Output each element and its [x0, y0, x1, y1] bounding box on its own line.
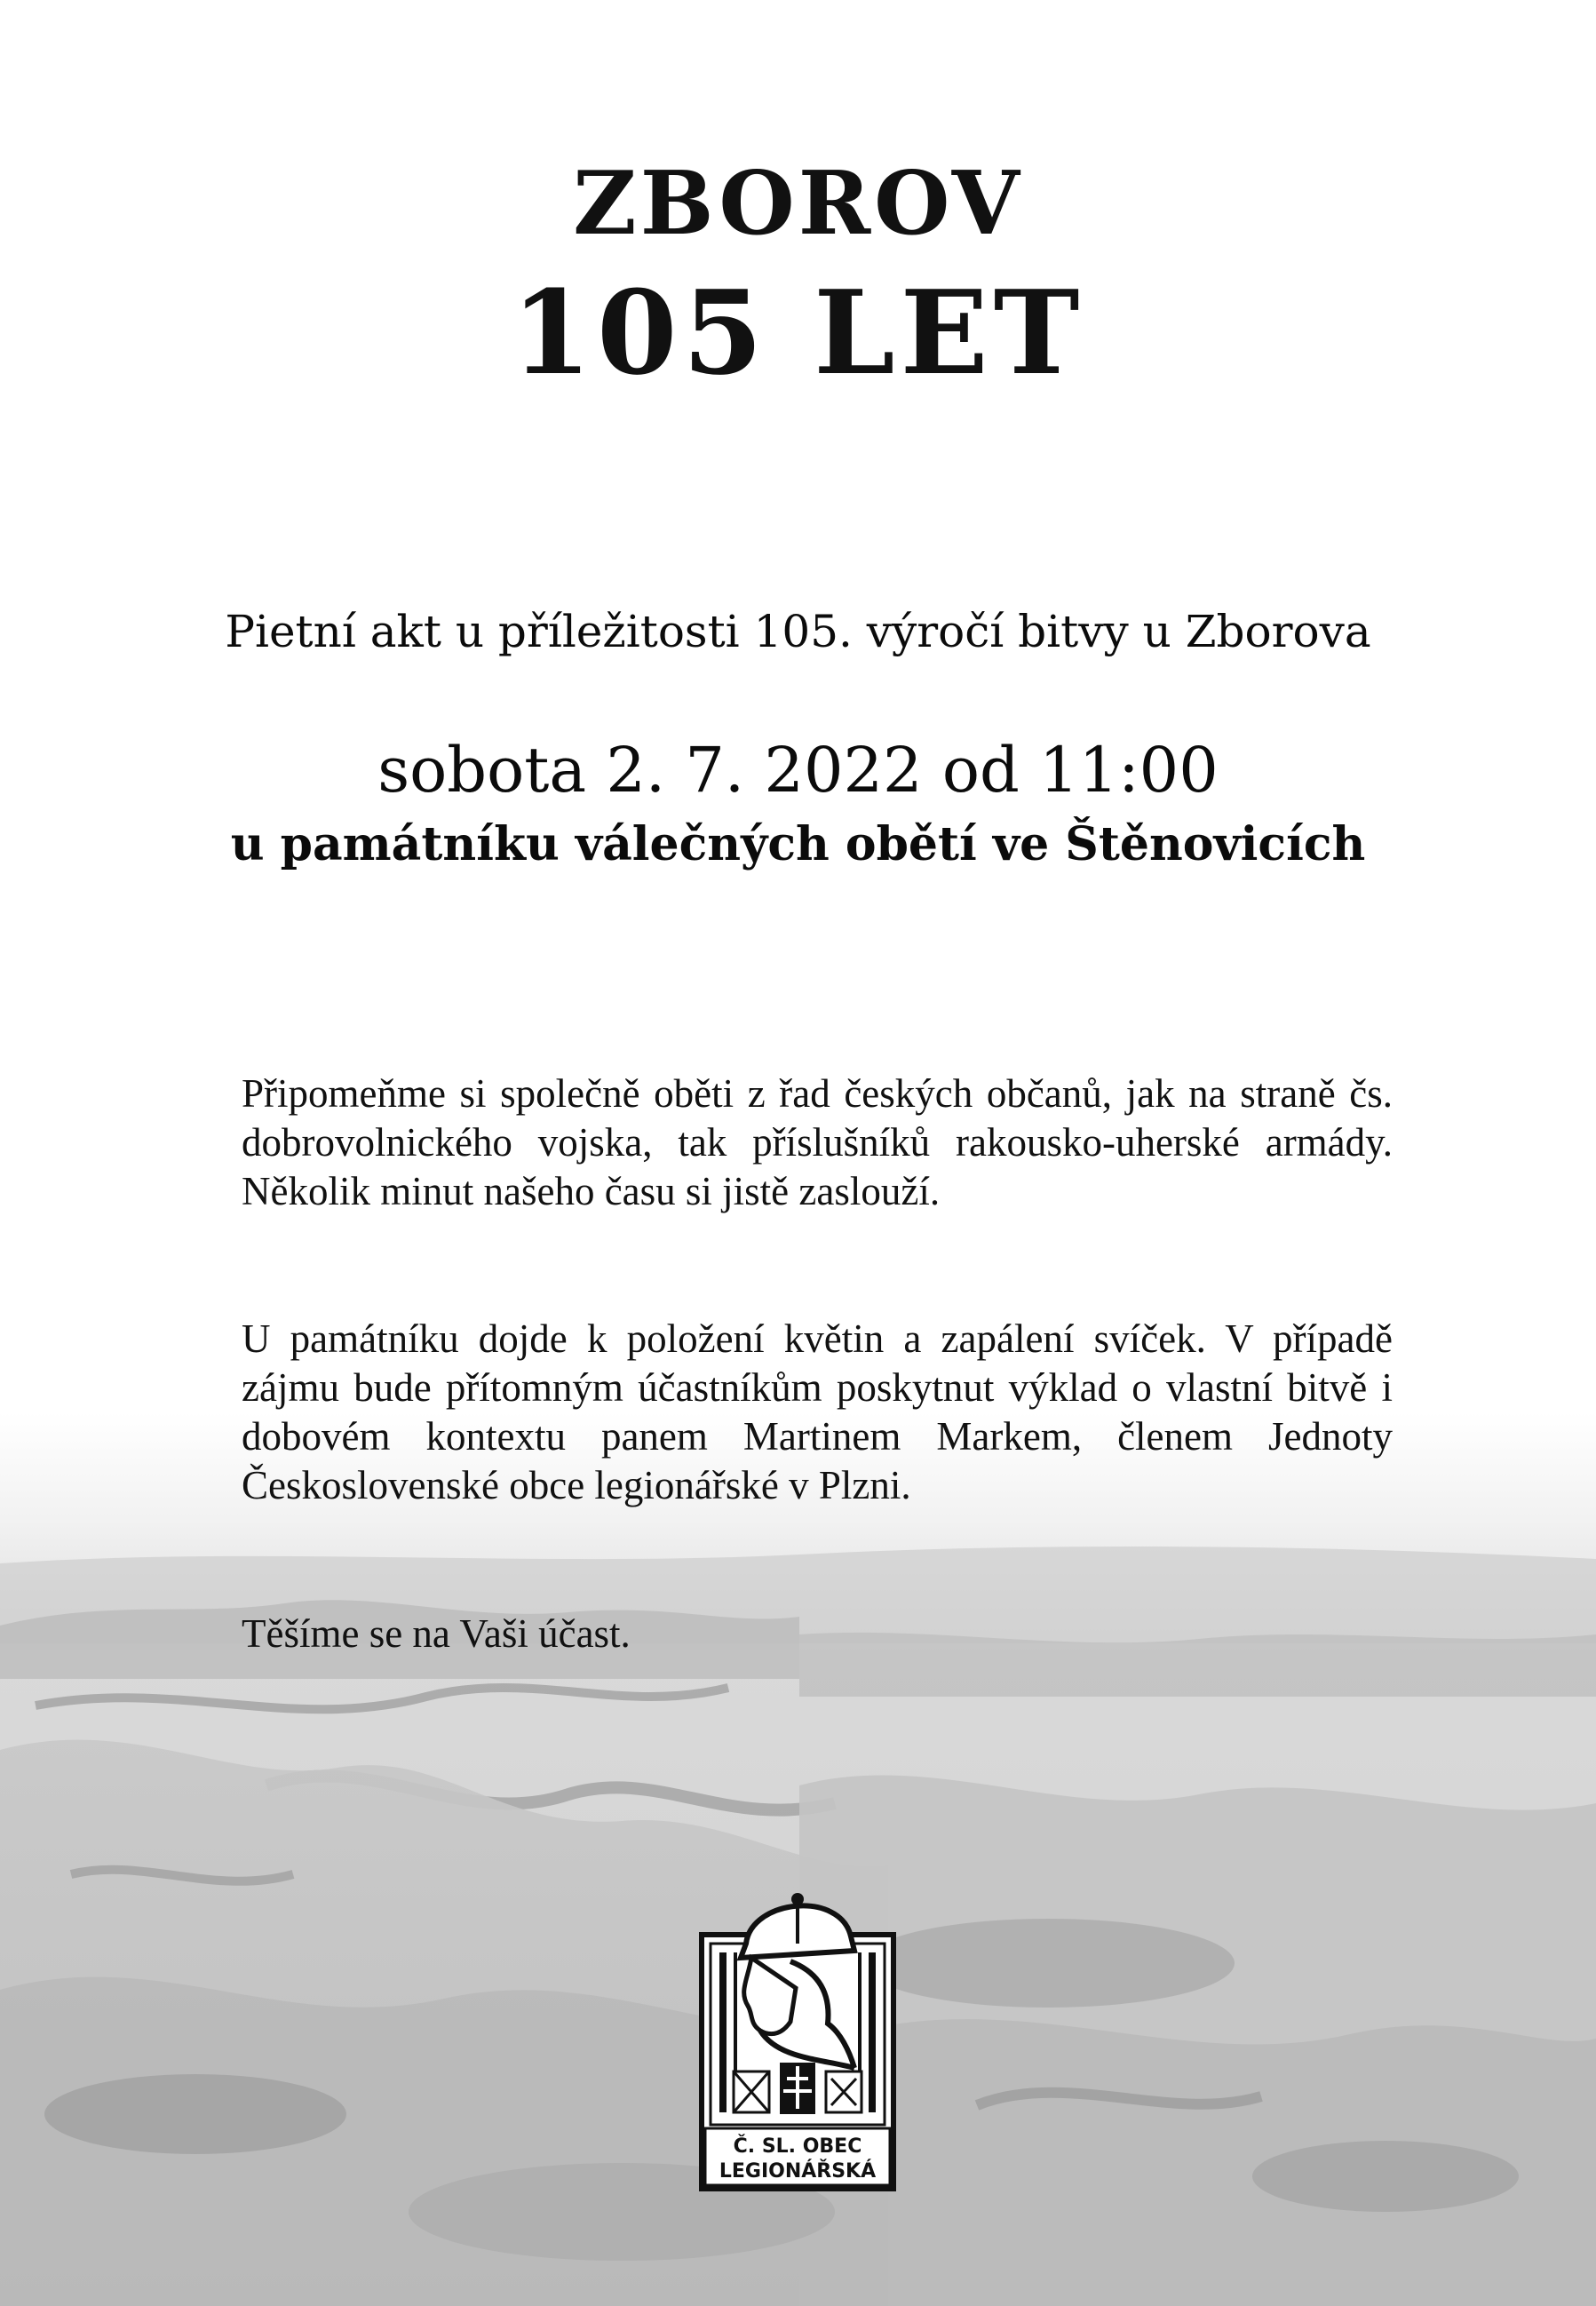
- logo-text-line2: LEGIONÁŘSKÁ: [719, 2160, 877, 2183]
- event-datetime: sobota 2. 7. 2022 od 11:00: [377, 734, 1219, 807]
- title-zborov: ZBOROV: [573, 153, 1023, 255]
- body-paragraph-2: U památníku dojde k položení květin a zapálení svíček. V případě zájmu bude přítomným účastníkům poskytnut výklad o vlastní bitvě i dobovém kontextu panem Martinem Markem, členem Jednoty Československé obce legionářské v Plzni.: [242, 1316, 1393, 1507]
- legion-logo: [698, 1881, 897, 2192]
- event-location: u památníku válečných obětí ve Štěnovicích: [230, 817, 1366, 871]
- body-paragraph-1: Připomeňme si společně oběti z řad českých občanů, jak na straně čs. dobrovolnického vojska, tak příslušníků rakousko-uherské armády. Několik minut našeho času si jistě zaslouží.: [242, 1071, 1393, 1213]
- title-anniversary: 105 LET: [511, 265, 1085, 401]
- logo-text-line1: Č. SL. OBEC: [733, 2135, 862, 2158]
- body-paragraph-3: Těšíme se na Vaši účast.: [242, 1611, 631, 1656]
- event-description: Pietní akt u příležitosti 105. výročí bitvy u Zborova: [225, 606, 1371, 657]
